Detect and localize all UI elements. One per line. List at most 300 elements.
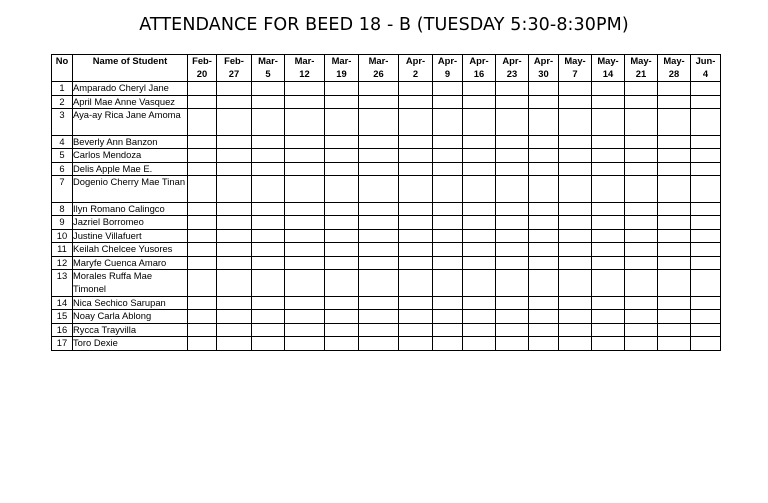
attendance-cell[interactable] xyxy=(658,149,691,163)
attendance-cell[interactable] xyxy=(325,135,359,149)
attendance-cell[interactable] xyxy=(463,270,496,297)
attendance-cell[interactable] xyxy=(217,95,252,109)
attendance-cell[interactable] xyxy=(496,149,529,163)
attendance-cell[interactable] xyxy=(658,162,691,176)
header-date-month: Apr- xyxy=(437,55,458,66)
attendance-cell[interactable] xyxy=(252,296,285,310)
attendance-cell[interactable] xyxy=(463,337,496,351)
attendance-cell[interactable] xyxy=(625,95,658,109)
attendance-cell[interactable] xyxy=(529,243,559,257)
attendance-cell[interactable] xyxy=(529,149,559,163)
attendance-cell[interactable] xyxy=(496,202,529,216)
attendance-cell[interactable] xyxy=(399,82,433,96)
attendance-cell[interactable] xyxy=(463,243,496,257)
attendance-cell[interactable] xyxy=(658,202,691,216)
attendance-cell[interactable] xyxy=(252,270,285,297)
attendance-cell[interactable] xyxy=(529,95,559,109)
attendance-cell[interactable] xyxy=(359,216,399,230)
attendance-cell[interactable] xyxy=(529,323,559,337)
attendance-cell[interactable] xyxy=(285,162,325,176)
attendance-cell[interactable] xyxy=(217,149,252,163)
attendance-cell[interactable] xyxy=(252,149,285,163)
attendance-cell[interactable] xyxy=(463,82,496,96)
attendance-cell[interactable] xyxy=(359,323,399,337)
attendance-cell[interactable] xyxy=(463,229,496,243)
header-date-month: Apr- xyxy=(533,55,554,66)
attendance-cell[interactable] xyxy=(433,162,463,176)
attendance-cell[interactable] xyxy=(433,176,463,203)
attendance-cell[interactable] xyxy=(592,323,625,337)
attendance-cell[interactable] xyxy=(691,176,721,203)
attendance-cell[interactable] xyxy=(359,95,399,109)
attendance-cell[interactable] xyxy=(592,162,625,176)
attendance-cell[interactable] xyxy=(433,296,463,310)
attendance-cell[interactable] xyxy=(399,202,433,216)
attendance-cell[interactable] xyxy=(559,310,592,324)
attendance-cell[interactable] xyxy=(592,95,625,109)
attendance-cell[interactable] xyxy=(285,202,325,216)
attendance-cell[interactable] xyxy=(359,162,399,176)
student-number: 15 xyxy=(52,310,73,324)
attendance-cell[interactable] xyxy=(252,229,285,243)
attendance-cell[interactable] xyxy=(496,135,529,149)
attendance-cell[interactable] xyxy=(217,202,252,216)
header-date-day: 23 xyxy=(506,67,518,79)
attendance-cell[interactable] xyxy=(625,337,658,351)
header-date-day: 28 xyxy=(668,67,680,79)
attendance-cell[interactable] xyxy=(658,176,691,203)
attendance-cell[interactable] xyxy=(252,216,285,230)
attendance-cell[interactable] xyxy=(188,176,217,203)
attendance-cell[interactable] xyxy=(625,149,658,163)
attendance-cell[interactable] xyxy=(496,256,529,270)
attendance-cell[interactable] xyxy=(658,243,691,257)
attendance-cell[interactable] xyxy=(691,243,721,257)
attendance-cell[interactable] xyxy=(658,323,691,337)
attendance-cell[interactable] xyxy=(433,216,463,230)
attendance-cell[interactable] xyxy=(592,243,625,257)
attendance-cell[interactable] xyxy=(592,310,625,324)
attendance-cell[interactable] xyxy=(359,135,399,149)
attendance-cell[interactable] xyxy=(217,216,252,230)
attendance-cell[interactable] xyxy=(496,216,529,230)
attendance-cell[interactable] xyxy=(496,229,529,243)
attendance-cell[interactable] xyxy=(285,296,325,310)
attendance-cell[interactable] xyxy=(285,82,325,96)
attendance-cell[interactable] xyxy=(559,256,592,270)
attendance-cell[interactable] xyxy=(658,82,691,96)
attendance-cell[interactable] xyxy=(559,337,592,351)
attendance-cell[interactable] xyxy=(625,323,658,337)
attendance-cell[interactable] xyxy=(359,109,399,136)
attendance-cell[interactable] xyxy=(529,229,559,243)
attendance-cell[interactable] xyxy=(496,82,529,96)
attendance-cell[interactable] xyxy=(691,323,721,337)
attendance-cell[interactable] xyxy=(433,310,463,324)
attendance-cell[interactable] xyxy=(285,256,325,270)
attendance-cell[interactable] xyxy=(658,229,691,243)
attendance-cell[interactable] xyxy=(496,162,529,176)
attendance-cell[interactable] xyxy=(188,109,217,136)
attendance-cell[interactable] xyxy=(359,202,399,216)
attendance-cell[interactable] xyxy=(217,229,252,243)
attendance-cell[interactable] xyxy=(325,176,359,203)
attendance-cell[interactable] xyxy=(285,270,325,297)
attendance-cell[interactable] xyxy=(691,135,721,149)
attendance-cell[interactable] xyxy=(658,296,691,310)
attendance-cell[interactable] xyxy=(252,337,285,351)
attendance-cell[interactable] xyxy=(463,149,496,163)
attendance-cell[interactable] xyxy=(399,135,433,149)
attendance-cell[interactable] xyxy=(325,162,359,176)
attendance-cell[interactable] xyxy=(359,310,399,324)
attendance-cell[interactable] xyxy=(559,323,592,337)
attendance-cell[interactable] xyxy=(217,270,252,297)
attendance-cell[interactable] xyxy=(592,202,625,216)
attendance-cell[interactable] xyxy=(463,95,496,109)
attendance-cell[interactable] xyxy=(252,82,285,96)
attendance-cell[interactable] xyxy=(188,323,217,337)
attendance-cell[interactable] xyxy=(188,256,217,270)
attendance-cell[interactable] xyxy=(496,270,529,297)
attendance-cell[interactable] xyxy=(252,323,285,337)
attendance-cell[interactable] xyxy=(691,202,721,216)
attendance-cell[interactable] xyxy=(325,149,359,163)
attendance-cell[interactable] xyxy=(359,82,399,96)
attendance-cell[interactable] xyxy=(691,109,721,136)
attendance-cell[interactable] xyxy=(285,229,325,243)
attendance-cell[interactable] xyxy=(433,243,463,257)
attendance-cell[interactable] xyxy=(691,162,721,176)
attendance-cell[interactable] xyxy=(285,216,325,230)
attendance-cell[interactable] xyxy=(359,243,399,257)
attendance-cell[interactable] xyxy=(592,109,625,136)
attendance-cell[interactable] xyxy=(325,109,359,136)
attendance-cell[interactable] xyxy=(433,82,463,96)
attendance-cell[interactable] xyxy=(559,95,592,109)
attendance-cell[interactable] xyxy=(188,202,217,216)
table-row xyxy=(52,202,721,216)
attendance-cell[interactable] xyxy=(399,337,433,351)
attendance-cell[interactable] xyxy=(529,135,559,149)
attendance-cell[interactable] xyxy=(217,82,252,96)
attendance-cell[interactable] xyxy=(592,82,625,96)
student-name: Rycca Trayvilla xyxy=(73,323,188,337)
attendance-cell[interactable] xyxy=(592,337,625,351)
attendance-cell[interactable] xyxy=(658,95,691,109)
attendance-cell[interactable] xyxy=(529,176,559,203)
attendance-cell[interactable] xyxy=(399,310,433,324)
attendance-cell[interactable] xyxy=(559,162,592,176)
attendance-cell[interactable] xyxy=(463,216,496,230)
attendance-cell[interactable] xyxy=(399,270,433,297)
attendance-cell[interactable] xyxy=(496,95,529,109)
attendance-cell[interactable] xyxy=(217,109,252,136)
attendance-cell[interactable] xyxy=(658,256,691,270)
attendance-cell[interactable] xyxy=(325,310,359,324)
attendance-cell[interactable] xyxy=(285,337,325,351)
attendance-cell[interactable] xyxy=(559,270,592,297)
attendance-cell[interactable] xyxy=(559,243,592,257)
attendance-cell[interactable] xyxy=(658,109,691,136)
attendance-cell[interactable] xyxy=(625,296,658,310)
attendance-cell[interactable] xyxy=(625,216,658,230)
attendance-cell[interactable] xyxy=(285,310,325,324)
student-number: 6 xyxy=(52,162,73,176)
attendance-cell[interactable] xyxy=(529,109,559,136)
attendance-cell[interactable] xyxy=(625,256,658,270)
attendance-cell[interactable] xyxy=(592,176,625,203)
attendance-cell[interactable] xyxy=(496,176,529,203)
attendance-cell[interactable] xyxy=(691,337,721,351)
attendance-cell[interactable] xyxy=(463,256,496,270)
attendance-cell[interactable] xyxy=(691,296,721,310)
student-number: 16 xyxy=(52,323,73,337)
attendance-cell[interactable] xyxy=(559,135,592,149)
table-row xyxy=(52,149,721,163)
attendance-cell[interactable] xyxy=(433,270,463,297)
attendance-cell[interactable] xyxy=(592,216,625,230)
attendance-cell[interactable] xyxy=(559,296,592,310)
header-date-day: 21 xyxy=(635,67,647,79)
attendance-cell[interactable] xyxy=(325,243,359,257)
attendance-cell[interactable] xyxy=(188,229,217,243)
table-row xyxy=(52,176,721,203)
attendance-cell[interactable] xyxy=(529,216,559,230)
attendance-cell[interactable] xyxy=(188,296,217,310)
header-date xyxy=(625,55,658,82)
attendance-cell[interactable] xyxy=(625,229,658,243)
header-date-day: 7 xyxy=(572,67,578,79)
attendance-cell[interactable] xyxy=(285,135,325,149)
attendance-cell[interactable] xyxy=(399,323,433,337)
attendance-cell[interactable] xyxy=(359,296,399,310)
attendance-cell[interactable] xyxy=(359,229,399,243)
attendance-cell[interactable] xyxy=(529,162,559,176)
attendance-cell[interactable] xyxy=(658,216,691,230)
attendance-cell[interactable] xyxy=(691,310,721,324)
attendance-cell[interactable] xyxy=(399,296,433,310)
attendance-cell[interactable] xyxy=(399,149,433,163)
table-row xyxy=(52,296,721,310)
attendance-cell[interactable] xyxy=(463,296,496,310)
attendance-cell[interactable] xyxy=(188,243,217,257)
attendance-cell[interactable] xyxy=(529,202,559,216)
attendance-cell[interactable] xyxy=(559,149,592,163)
attendance-cell[interactable] xyxy=(252,162,285,176)
attendance-cell[interactable] xyxy=(463,176,496,203)
attendance-cell[interactable] xyxy=(496,296,529,310)
attendance-cell[interactable] xyxy=(399,216,433,230)
header-date xyxy=(359,55,399,82)
attendance-cell[interactable] xyxy=(691,256,721,270)
student-number: 8 xyxy=(52,202,73,216)
attendance-cell[interactable] xyxy=(252,243,285,257)
student-number: 3 xyxy=(52,109,73,136)
attendance-cell[interactable] xyxy=(658,135,691,149)
attendance-cell[interactable] xyxy=(496,337,529,351)
attendance-cell[interactable] xyxy=(625,270,658,297)
attendance-cell[interactable] xyxy=(529,270,559,297)
attendance-cell[interactable] xyxy=(359,149,399,163)
attendance-cell[interactable] xyxy=(433,202,463,216)
attendance-cell[interactable] xyxy=(592,270,625,297)
attendance-cell[interactable] xyxy=(463,323,496,337)
attendance-cell[interactable] xyxy=(625,162,658,176)
attendance-cell[interactable] xyxy=(433,323,463,337)
attendance-cell[interactable] xyxy=(463,310,496,324)
attendance-cell[interactable] xyxy=(529,256,559,270)
attendance-cell[interactable] xyxy=(188,337,217,351)
attendance-cell[interactable] xyxy=(658,270,691,297)
attendance-cell[interactable] xyxy=(325,296,359,310)
attendance-cell[interactable] xyxy=(217,310,252,324)
attendance-cell[interactable] xyxy=(496,323,529,337)
attendance-cell[interactable] xyxy=(625,310,658,324)
attendance-cell[interactable] xyxy=(559,109,592,136)
attendance-cell[interactable] xyxy=(691,95,721,109)
attendance-cell[interactable] xyxy=(433,95,463,109)
attendance-cell[interactable] xyxy=(217,176,252,203)
attendance-cell[interactable] xyxy=(463,135,496,149)
attendance-cell[interactable] xyxy=(325,323,359,337)
student-name: Nica Sechico Sarupan xyxy=(73,296,188,310)
attendance-cell[interactable] xyxy=(285,176,325,203)
attendance-cell[interactable] xyxy=(592,256,625,270)
attendance-cell[interactable] xyxy=(325,216,359,230)
attendance-cell[interactable] xyxy=(529,82,559,96)
attendance-cell[interactable] xyxy=(217,256,252,270)
attendance-cell[interactable] xyxy=(433,135,463,149)
attendance-cell[interactable] xyxy=(188,162,217,176)
attendance-cell[interactable] xyxy=(496,109,529,136)
attendance-cell[interactable] xyxy=(217,162,252,176)
attendance-cell[interactable] xyxy=(559,202,592,216)
attendance-cell[interactable] xyxy=(592,135,625,149)
attendance-cell[interactable] xyxy=(691,216,721,230)
header-date-month: Feb- xyxy=(224,55,244,66)
attendance-cell[interactable] xyxy=(496,310,529,324)
attendance-cell[interactable] xyxy=(433,109,463,136)
attendance-cell[interactable] xyxy=(529,337,559,351)
attendance-cell[interactable] xyxy=(399,243,433,257)
attendance-cell[interactable] xyxy=(359,270,399,297)
attendance-cell[interactable] xyxy=(691,270,721,297)
attendance-cell[interactable] xyxy=(359,337,399,351)
attendance-cell[interactable] xyxy=(625,82,658,96)
header-no: No xyxy=(52,55,73,82)
attendance-cell[interactable] xyxy=(325,82,359,96)
student-name: Beverly Ann Banzon xyxy=(73,135,188,149)
student-number: 12 xyxy=(52,256,73,270)
attendance-cell[interactable] xyxy=(285,149,325,163)
attendance-cell[interactable] xyxy=(592,296,625,310)
attendance-cell[interactable] xyxy=(592,229,625,243)
attendance-cell[interactable] xyxy=(496,243,529,257)
attendance-cell[interactable] xyxy=(188,149,217,163)
table-row xyxy=(52,323,721,337)
attendance-cell[interactable] xyxy=(217,296,252,310)
attendance-cell[interactable] xyxy=(325,95,359,109)
attendance-cell[interactable] xyxy=(188,95,217,109)
attendance-cell[interactable] xyxy=(325,256,359,270)
attendance-cell[interactable] xyxy=(325,337,359,351)
attendance-cell[interactable] xyxy=(559,229,592,243)
attendance-cell[interactable] xyxy=(399,229,433,243)
attendance-cell[interactable] xyxy=(658,310,691,324)
attendance-cell[interactable] xyxy=(529,296,559,310)
attendance-cell[interactable] xyxy=(285,323,325,337)
attendance-cell[interactable] xyxy=(252,95,285,109)
attendance-cell[interactable] xyxy=(433,149,463,163)
student-name: Maryfe Cuenca Amaro xyxy=(73,256,188,270)
attendance-cell[interactable] xyxy=(625,135,658,149)
attendance-cell[interactable] xyxy=(285,95,325,109)
attendance-cell[interactable] xyxy=(529,310,559,324)
attendance-cell[interactable] xyxy=(559,82,592,96)
attendance-cell[interactable] xyxy=(252,176,285,203)
attendance-cell[interactable] xyxy=(325,270,359,297)
attendance-cell[interactable] xyxy=(691,229,721,243)
header-date xyxy=(658,55,691,82)
attendance-cell[interactable] xyxy=(188,216,217,230)
attendance-cell[interactable] xyxy=(252,135,285,149)
attendance-cell[interactable] xyxy=(217,243,252,257)
attendance-cell[interactable] xyxy=(658,337,691,351)
attendance-cell[interactable] xyxy=(399,176,433,203)
attendance-cell[interactable] xyxy=(433,229,463,243)
attendance-cell[interactable] xyxy=(252,202,285,216)
attendance-cell[interactable] xyxy=(625,243,658,257)
attendance-cell[interactable] xyxy=(399,95,433,109)
attendance-cell[interactable] xyxy=(188,82,217,96)
attendance-cell[interactable] xyxy=(433,337,463,351)
attendance-cell[interactable] xyxy=(463,109,496,136)
attendance-cell[interactable] xyxy=(463,162,496,176)
attendance-cell[interactable] xyxy=(399,256,433,270)
attendance-cell[interactable] xyxy=(217,323,252,337)
attendance-cell[interactable] xyxy=(463,202,496,216)
attendance-cell[interactable] xyxy=(325,202,359,216)
attendance-cell[interactable] xyxy=(252,256,285,270)
attendance-cell[interactable] xyxy=(559,216,592,230)
attendance-cell[interactable] xyxy=(188,270,217,297)
attendance-cell[interactable] xyxy=(625,176,658,203)
attendance-cell[interactable] xyxy=(217,135,252,149)
attendance-cell[interactable] xyxy=(433,256,463,270)
attendance-cell[interactable] xyxy=(399,162,433,176)
attendance-cell[interactable] xyxy=(359,256,399,270)
attendance-cell[interactable] xyxy=(217,337,252,351)
attendance-cell[interactable] xyxy=(285,243,325,257)
attendance-cell[interactable] xyxy=(691,149,721,163)
attendance-cell[interactable] xyxy=(188,310,217,324)
attendance-cell[interactable] xyxy=(325,229,359,243)
attendance-cell[interactable] xyxy=(359,176,399,203)
attendance-cell[interactable] xyxy=(592,149,625,163)
student-number: 1 xyxy=(52,82,73,96)
student-number: 4 xyxy=(52,135,73,149)
attendance-cell[interactable] xyxy=(399,109,433,136)
attendance-cell[interactable] xyxy=(625,109,658,136)
attendance-cell[interactable] xyxy=(252,109,285,136)
attendance-cell[interactable] xyxy=(188,135,217,149)
attendance-cell[interactable] xyxy=(252,310,285,324)
attendance-cell[interactable] xyxy=(559,176,592,203)
attendance-cell[interactable] xyxy=(691,82,721,96)
attendance-cell[interactable] xyxy=(285,109,325,136)
attendance-cell[interactable] xyxy=(625,202,658,216)
